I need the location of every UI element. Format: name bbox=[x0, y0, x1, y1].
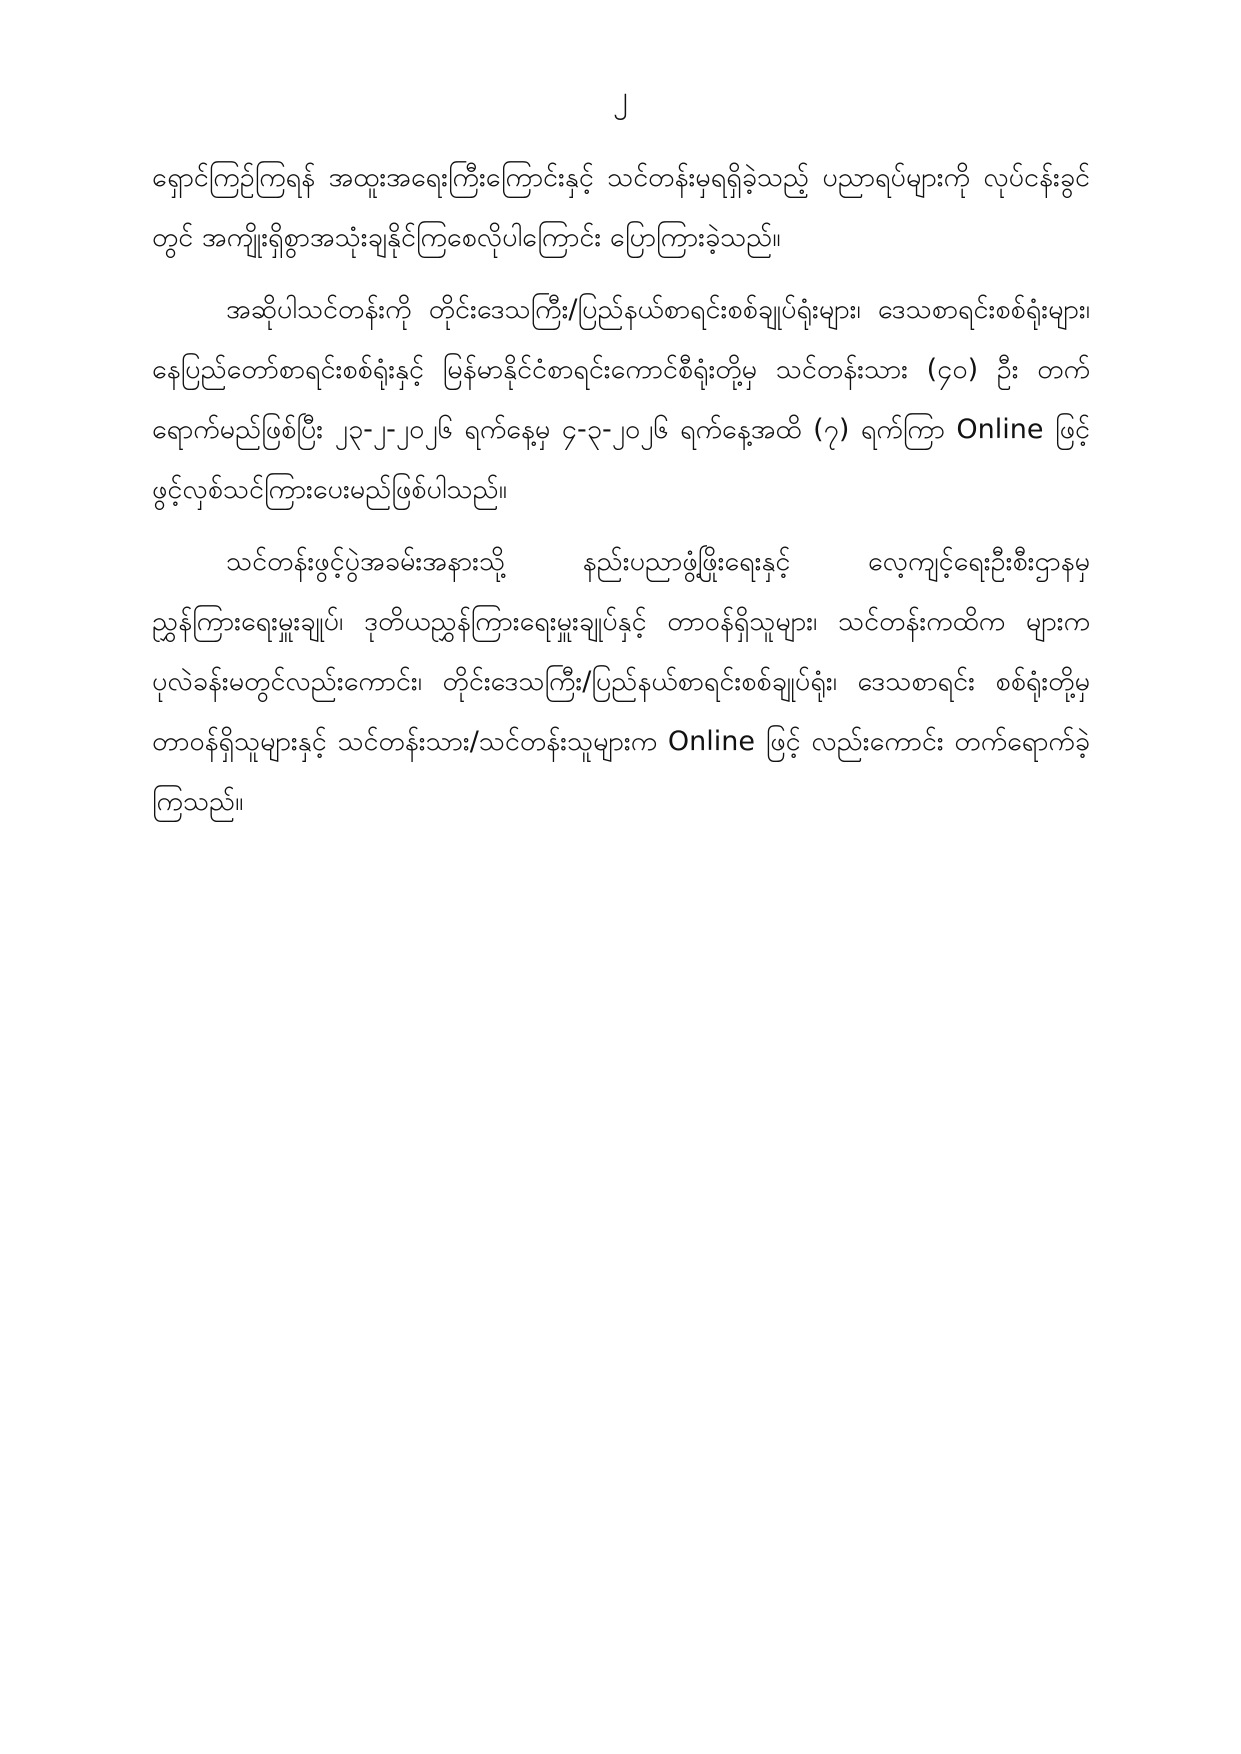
paragraph-training-participants: အဆိုပါသင်တန်းကို တိုင်းဒေသကြီး/ပြည်နယ်စာရင်းစစ်ချုပ်ရုံးများ၊ ဒေသစာရင်းစစ်ရုံးများ၊ နေပြည်တော်စာရင်းစစ်ရုံးနှင့် မြန်မာနိုင်ငံစာရင်းကောင်စီရုံးတို့မှ သင်တန်းသား (၄၀) ဦး တက်ရောက်မည်ဖြစ်ပြီး ၂၃-၂-၂၀၂၆ ရက်နေ့မှ ၄-၃-၂၀၂၆ ရက်နေ့အထိ (၇) ရက်ကြာ Online ဖြင့် ဖွင့်လှစ်သင်ကြားပေးမည်ဖြစ်ပါသည်။ bbox=[152, 294, 1090, 505]
document-body bbox=[152, 148, 1090, 844]
page-number: ၂ bbox=[613, 80, 628, 115]
paragraph-continuation: ရှောင်ကြဉ်ကြရန် အထူးအရေးကြီးကြောင်းနှင့် သင်တန်းမှရရှိခဲ့သည့် ပညာရပ်များကို လုပ်ငန်းခွင်တွင် အကျိုးရှိစွာအသုံးချနိုင်ကြစေလိုပါကြောင်း ပြောကြားခဲ့သည်။ bbox=[152, 162, 1090, 253]
paragraph-opening-ceremony: သင်တန်းဖွင့်ပွဲအခမ်းအနားသို့ နည်းပညာဖွံ့ဖြိုးရေးနှင့် လေ့ကျင့်ရေးဦးစီးဌာနမှ ညွှန်ကြားရေးမှူးချုပ်၊ ဒုတိယညွှန်ကြားရေးမှူးချုပ်နှင့် တာဝန်ရှိသူများ၊ သင်တန်းကထိက များက ပုလဲခန်းမတွင်လည်းကောင်း၊ တိုင်းဒေသကြီး/ပြည်နယ်စာရင်းစစ်ချုပ်ရုံး၊ ဒေသစာရင်း စစ်ရုံးတို့မှတာဝန်ရှိသူများနှင့် သင်တန်းသား/သင်တန်းသူများက Online ဖြင့် လည်းကောင်း တက်ရောက်ခဲ့ကြသည်။ bbox=[152, 546, 1090, 817]
